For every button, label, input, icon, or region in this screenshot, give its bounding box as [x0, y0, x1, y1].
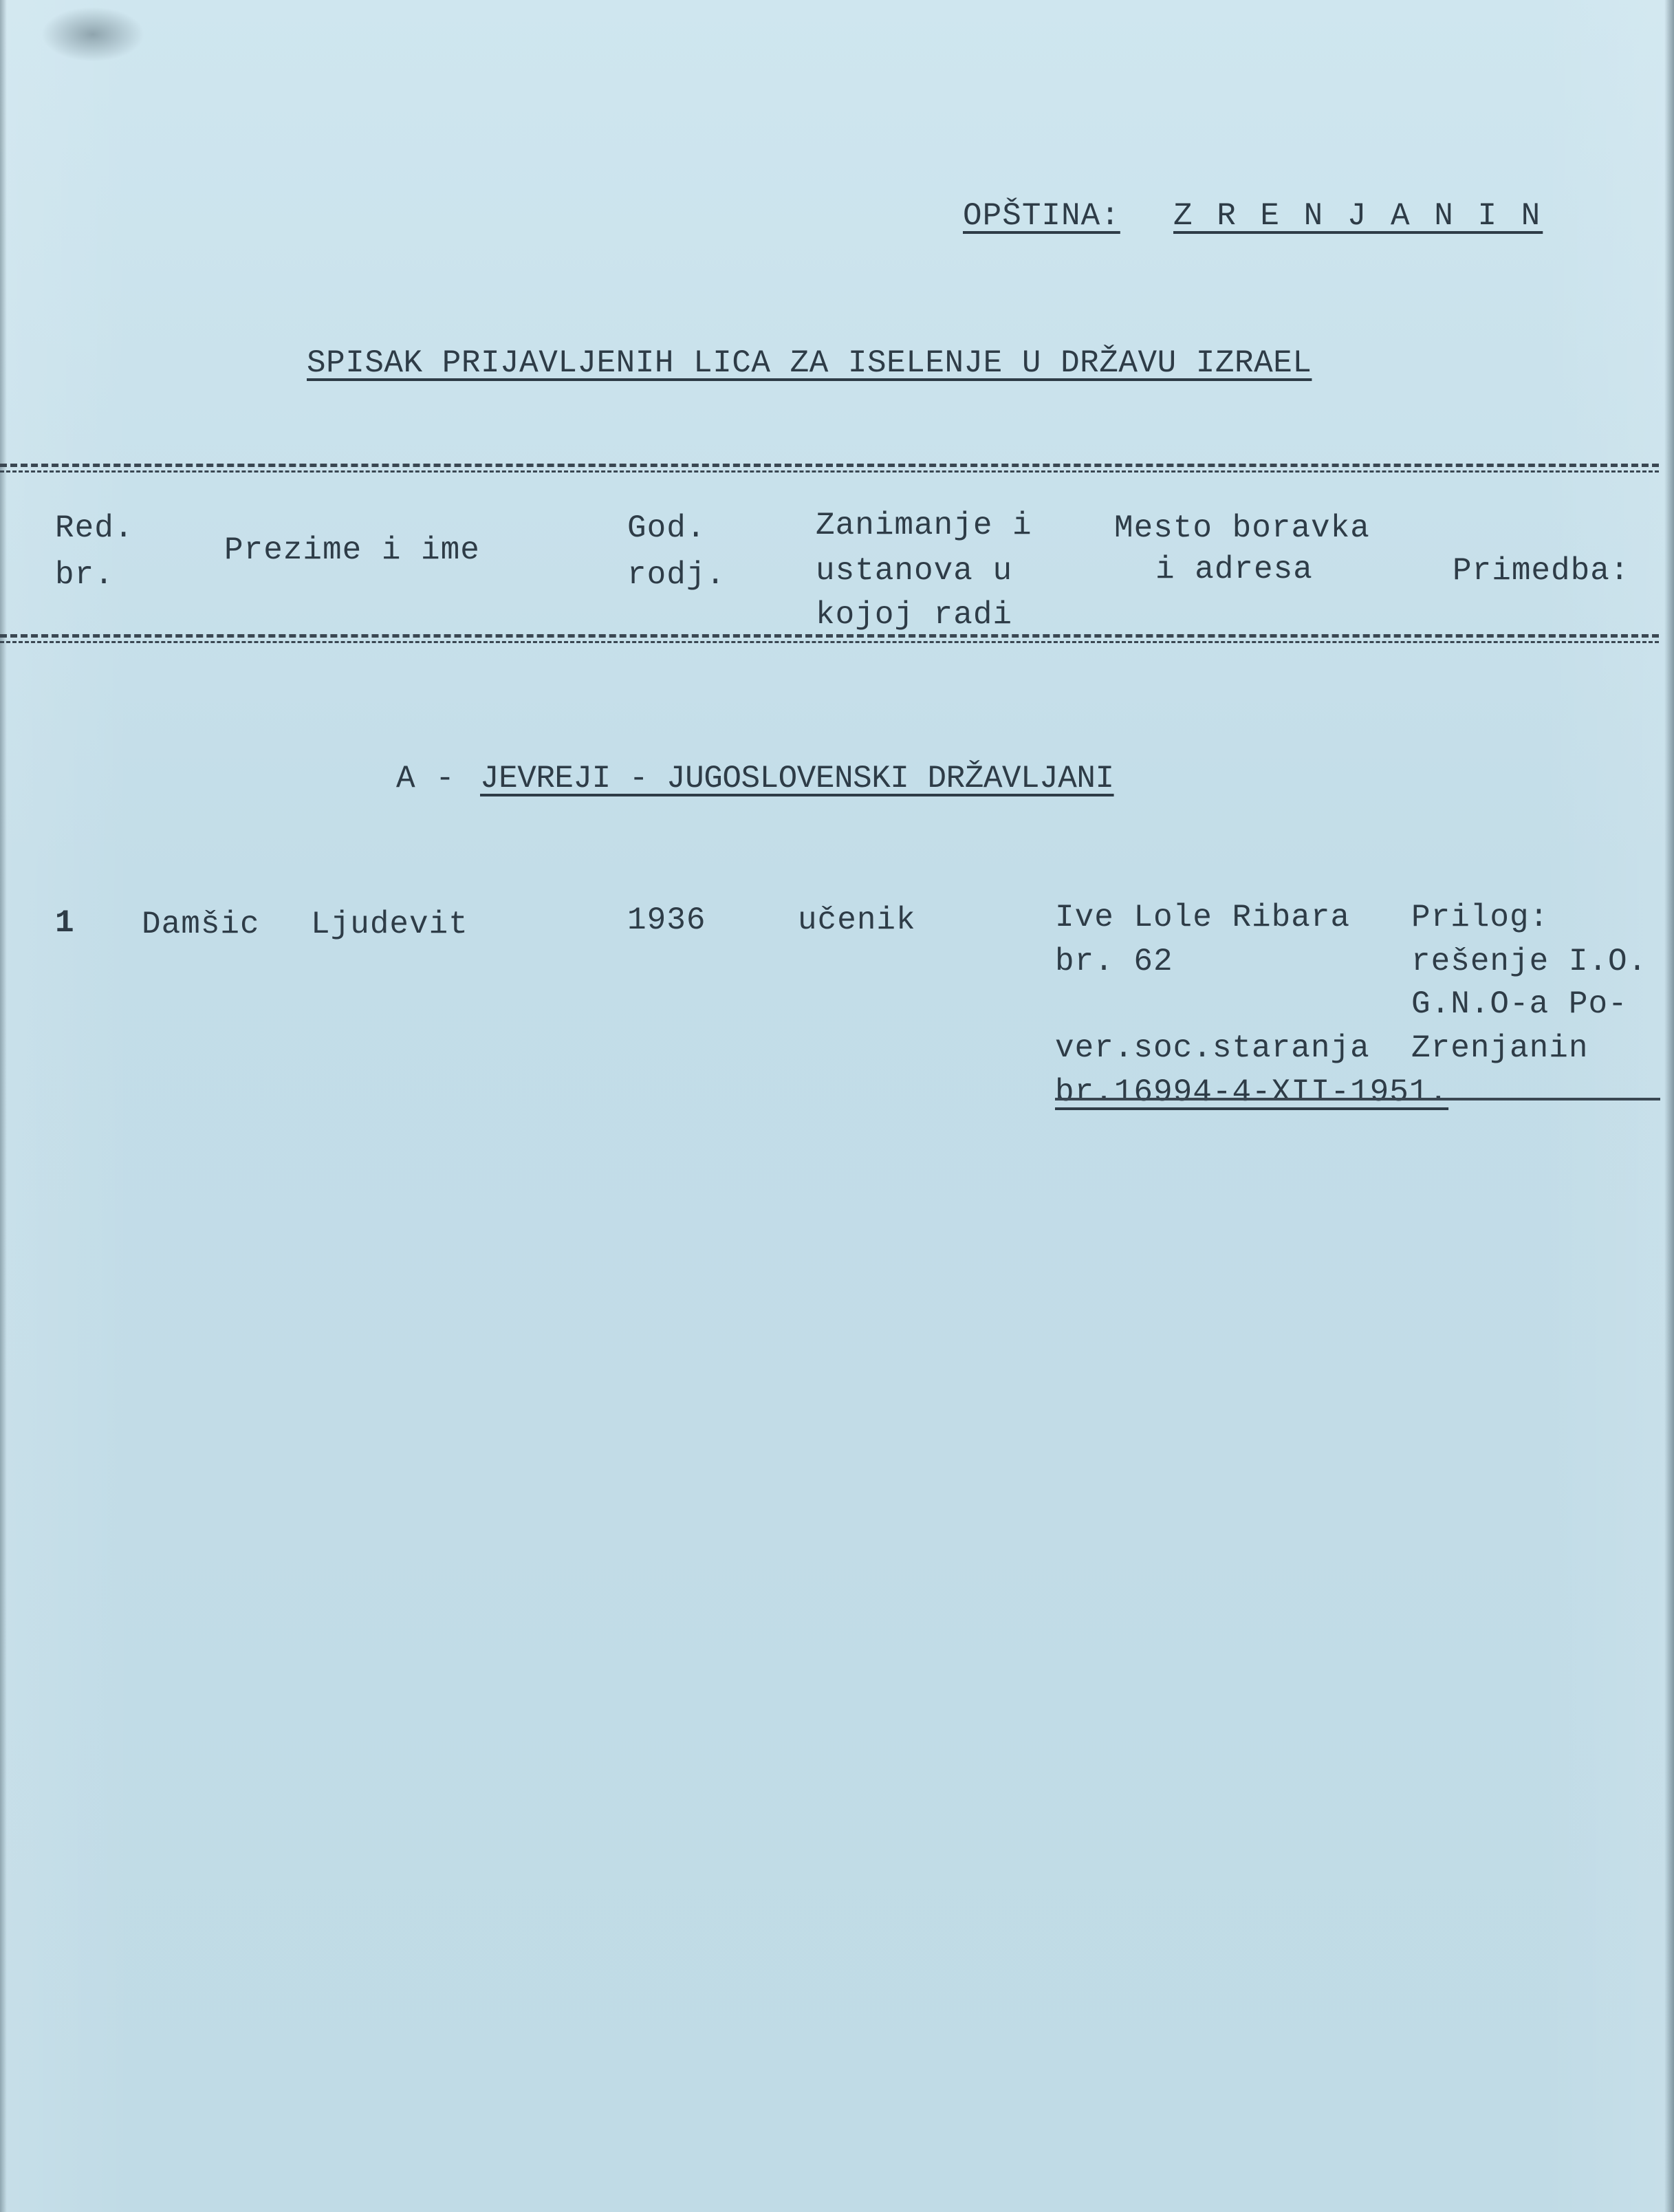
- row-surname: Damšic: [142, 907, 260, 942]
- column-header-line: Zanimanje i: [816, 508, 1032, 543]
- row-first-name: Ljudevit: [311, 907, 468, 942]
- column-header-line: kojoj radi: [816, 597, 1013, 633]
- row-end-rule: [1055, 1098, 1660, 1100]
- row-birth-year: 1936: [627, 902, 706, 938]
- header-top-rule: [0, 464, 1659, 467]
- header-bottom-rule: [0, 634, 1659, 638]
- column-header-line: br.: [55, 557, 114, 593]
- column-header-line: Red.: [55, 510, 134, 546]
- address-line: ver.soc.staranja: [1055, 1030, 1370, 1066]
- opstina-label: OPŠTINA:: [963, 198, 1120, 234]
- column-header-line: Prezime i ime: [224, 532, 480, 568]
- address-line: br. 62: [1055, 944, 1173, 979]
- remark-line: rešenje I.O.: [1411, 944, 1648, 979]
- remark-line: G.N.O-a Po-: [1411, 986, 1628, 1022]
- address-line: br.16994-4-XII-1951.: [1055, 1074, 1449, 1110]
- column-header-line: rodj.: [627, 557, 726, 593]
- section-heading: JEVREJI - JUGOSLOVENSKI DRŽAVLJANI: [480, 761, 1114, 796]
- column-header-line: Primedba:: [1453, 553, 1630, 589]
- scan-edge-left: [0, 0, 7, 2212]
- column-header-line: God.: [627, 510, 706, 546]
- scan-edge-right: [1664, 0, 1674, 2212]
- document-title: SPISAK PRIJAVLJENIH LICA ZA ISELENJE U DRŽAVU IZRAEL: [307, 345, 1312, 381]
- opstina-value: Z R E N J A N I N: [1173, 198, 1543, 234]
- row-occupation: učenik: [798, 902, 916, 938]
- header-top-rule-2: [0, 470, 1659, 473]
- section-heading-prefix: A -: [396, 761, 455, 796]
- scan-smudge: [41, 7, 144, 62]
- column-header-line: i adresa: [1155, 552, 1313, 587]
- column-header-line: ustanova u: [816, 553, 1013, 589]
- row-number: 1: [55, 905, 75, 941]
- column-header-line: Mesto boravka: [1114, 510, 1370, 546]
- address-line: Ive Lole Ribara: [1055, 900, 1351, 935]
- header-bottom-rule-2: [0, 641, 1659, 643]
- remark-line: Zrenjanin: [1411, 1030, 1589, 1066]
- remark-line: Prilog:: [1411, 900, 1550, 935]
